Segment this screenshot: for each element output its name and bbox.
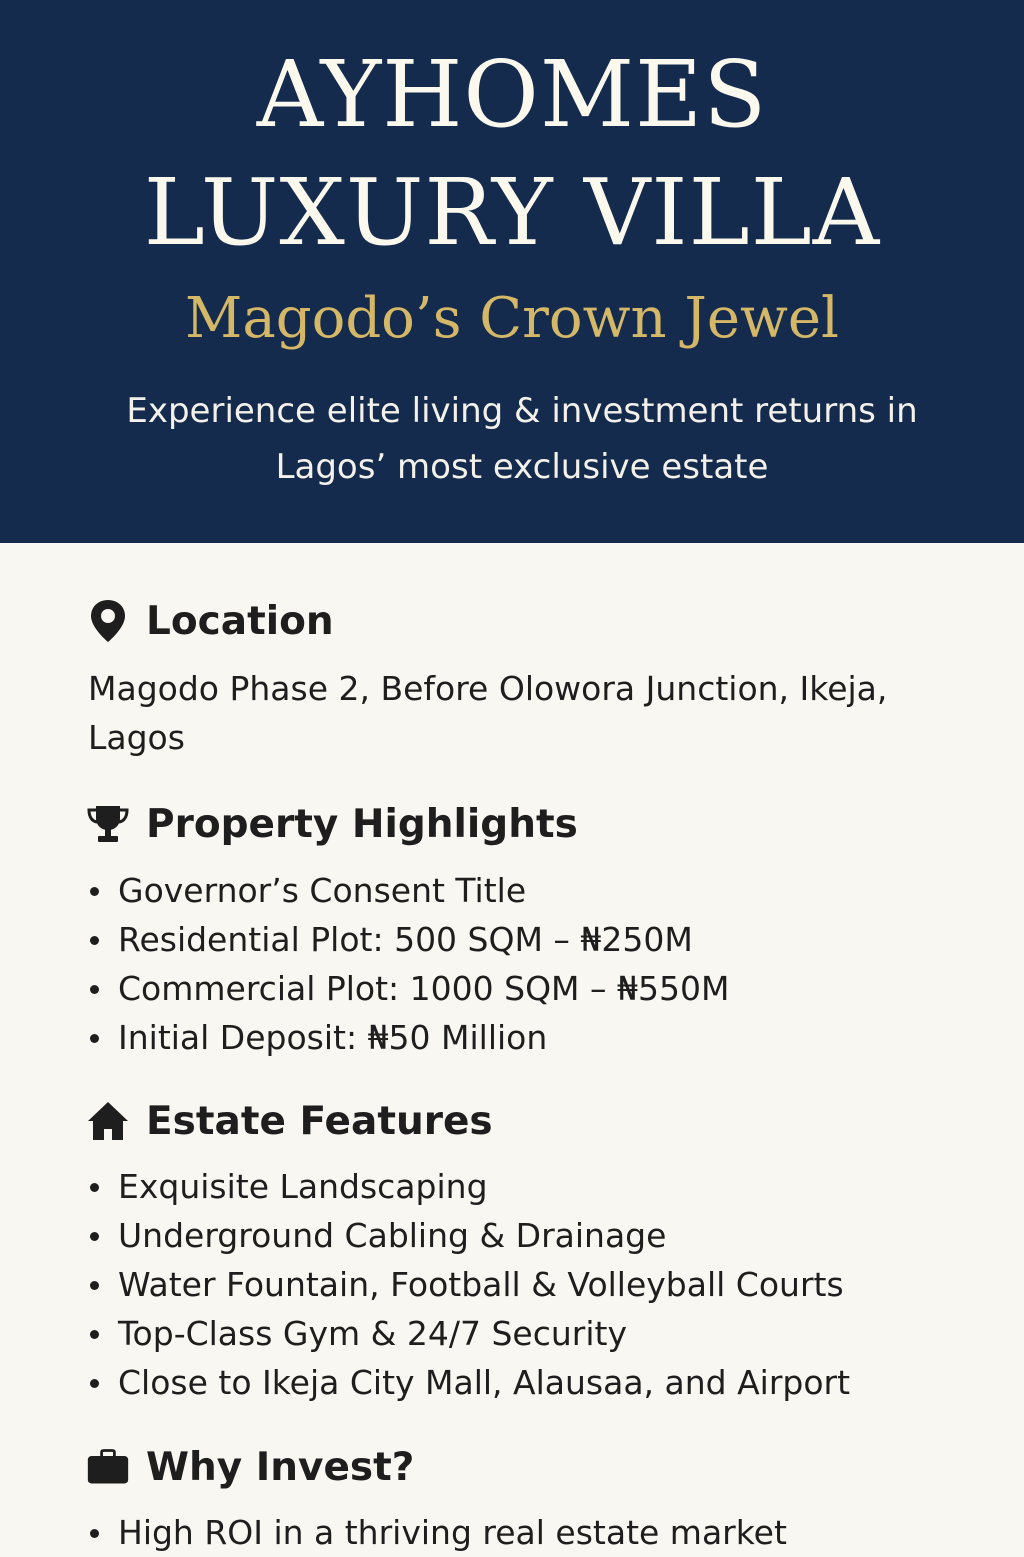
list-item: Commercial Plot: 1000 SQM – ₦550M [88, 964, 988, 1013]
tagline: Experience elite living & investment returns in Lagos’ most exclusive estate [126, 391, 918, 487]
title-line-2: LUXURY VILLA [143, 159, 881, 266]
hero-banner [0, 0, 1024, 543]
list-item: Residential Plot: 500 SQM – ₦250M [88, 915, 988, 964]
list-item: Initial Deposit: ₦50 Million [88, 1013, 988, 1062]
list-item: Underground Cabling & Drainage [88, 1211, 988, 1260]
home-icon [86, 1099, 130, 1143]
title-line-1: AYHOMES [256, 41, 768, 148]
list-item: High ROI in a thriving real estate market [88, 1508, 988, 1557]
list-item: Governor’s Consent Title [88, 866, 988, 915]
features-list [88, 1162, 988, 1407]
map-pin-icon [86, 599, 130, 643]
briefcase-icon [86, 1445, 130, 1489]
subtitle: Magodo’s Crown Jewel [185, 286, 839, 351]
highlights-list [88, 866, 988, 1062]
invest-heading [86, 1440, 414, 1494]
invest-heading-label: Why Invest? [146, 1444, 415, 1490]
trophy-icon [86, 802, 130, 846]
location-heading-label: Location [146, 598, 334, 644]
invest-list [88, 1508, 988, 1557]
list-item: Close to Ikeja City Mall, Alausaa, and Airport [88, 1358, 988, 1407]
location-heading [86, 594, 334, 648]
list-item: Water Fountain, Football & Volleyball Courts [88, 1260, 988, 1309]
features-heading-label: Estate Features [146, 1098, 493, 1144]
highlights-heading [86, 797, 578, 851]
highlights-heading-label: Property Highlights [146, 801, 578, 847]
list-item: Exquisite Landscaping [88, 1162, 988, 1211]
location-text: Magodo Phase 2, Before Olowora Junction, Ikeja, Lagos [88, 669, 888, 757]
features-heading [86, 1094, 493, 1148]
list-item: Top-Class Gym & 24/7 Security [88, 1309, 988, 1358]
